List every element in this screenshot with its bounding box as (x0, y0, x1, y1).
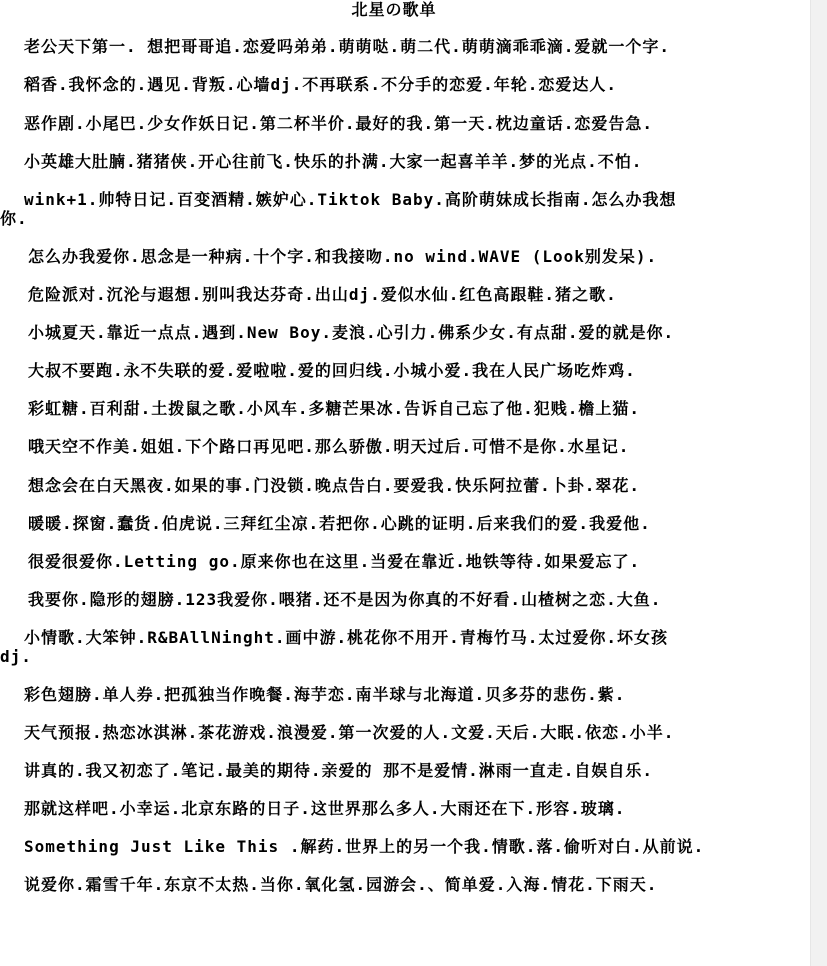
document-title: 北星の歌单 (351, 0, 437, 19)
song-list-line: 那就这样吧.小幸运.北京东路的日子.这世界那么多人.大雨还在下.形容.玻璃. (24, 799, 626, 818)
song-list-line: 哦天空不作美.姐姐.下个路口再见吧.那么骄傲.明天过后.可惜不是你.水星记. (28, 437, 630, 456)
song-list-line: 小城夏天.靠近一点点.遇到.New Boy.麦浪.心引力.佛系少女.有点甜.爱的就是你. (28, 323, 675, 342)
song-list-line: 大叔不要跑.永不失联的爱.爱啦啦.爱的回归线.小城小爱.我在人民广场吃炸鸡. (28, 361, 636, 380)
song-list-line: 小情歌.大笨钟.R&BAllNinght.画中游.桃花你不用开.青梅竹马.太过爱你.坏女孩 (24, 628, 669, 647)
song-list-line: 老公天下第一. 想把哥哥追.恋爱吗弟弟.萌萌哒.萌二代.萌萌滴乖乖滴.爱就一个字. (24, 37, 671, 56)
song-list-line: 想念会在白天黑夜.如果的事.门没锁.晚点告白.要爱我.快乐阿拉蕾.卜卦.翠花. (28, 476, 641, 495)
song-list-line: 讲真的.我又初恋了.笔记.最美的期待.亲爱的 那不是爱情.淋雨一直走.自娱自乐. (24, 761, 654, 780)
song-list-line: 说爱你.霜雪千年.东京不太热.当你.氧化氢.园游会.、简单爱.入海.情花.下雨天. (24, 875, 658, 894)
song-list-line: 彩色翅膀.单人券.把孤独当作晚餐.海芋恋.南半球与北海道.贝多芬的悲伤.紫. (24, 685, 626, 704)
song-list-line: 很爱很爱你.Letting go.原来你也在这里.当爱在靠近.地铁等待.如果爱忘了. (28, 552, 641, 571)
song-list-line: 恶作剧.小尾巴.少女作妖日记.第二杯半价.最好的我.第一天.枕边童话.恋爱告急. (24, 114, 654, 133)
song-list-line: 我要你.隐形的翅膀.123我爱你.喂猪.还不是因为你真的不好看.山楂树之恋.大鱼. (28, 590, 662, 609)
song-list-line: 你. (0, 209, 28, 228)
song-list-line: wink+1.帅特日记.百变酒精.嫉妒心.Tiktok Baby.高阶萌妹成长指南.怎么办我想 (24, 190, 677, 209)
song-list-line: 稻香.我怀念的.遇见.背叛.心墙dj.不再联系.不分手的恋爱.年轮.恋爱达人. (24, 75, 617, 94)
song-list-line: Something Just Like This .解药.世界上的另一个我.情歌.落.偷听对白.从前说. (24, 837, 705, 856)
song-list-line: 彩虹糖.百利甜.土拨鼠之歌.小风车.多糖芒果冰.告诉自己忘了他.犯贱.檐上猫. (28, 399, 641, 418)
song-list-line: 危险派对.沉沦与遐想.别叫我达芬奇.出山dj.爱似水仙.红色高跟鞋.猪之歌. (28, 285, 617, 304)
song-list-line: 暖暖.探窗.蠢货.伯虎说.三拜红尘凉.若把你.心跳的证明.后来我们的爱.我爱他. (28, 514, 651, 533)
song-list-line: dj. (0, 647, 32, 666)
song-list-line: 怎么办我爱你.思念是一种病.十个字.和我接吻.no wind.WAVE (Look别发呆). (28, 247, 658, 266)
vertical-scrollbar[interactable] (810, 0, 827, 966)
song-list-line: 小英雄大肚腩.猪猪侠.开心往前飞.快乐的扑满.大家一起喜羊羊.梦的光点.不怕. (24, 152, 643, 171)
song-list-line: 天气预报.热恋冰淇淋.茶花游戏.浪漫爱.第一次爱的人.文爱.天后.大眠.依恋.小半. (24, 723, 675, 742)
